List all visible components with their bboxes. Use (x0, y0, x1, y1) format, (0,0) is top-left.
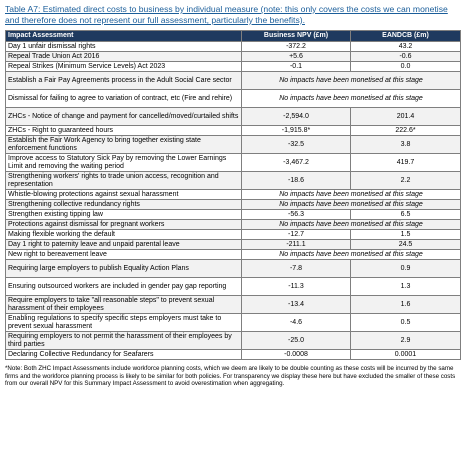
table-row (6, 136, 461, 154)
table-header-row (6, 31, 461, 42)
measure-name: ZHCs - Notice of change and payment for cancelled/moved/curtailed shifts (6, 108, 242, 126)
table-row (6, 240, 461, 250)
eandcb-value: 0.0001 (351, 350, 461, 360)
business-npv-value: -4.6 (242, 314, 351, 332)
table-row (6, 314, 461, 332)
eandcb-value: 201.4 (351, 108, 461, 126)
measure-name: Repeal Strikes (Minimum Service Levels) Act 2023 (6, 62, 242, 72)
measure-name: Day 1 right to paternity leave and unpaid parental leave (6, 240, 242, 250)
table-row (6, 250, 461, 260)
eandcb-value: 0.0 (351, 62, 461, 72)
impact-table (5, 30, 461, 360)
eandcb-value: 2.2 (351, 172, 461, 190)
business-npv-value: -11.3 (242, 278, 351, 296)
table-row (6, 108, 461, 126)
header-impact-assessment: Impact Assessment (6, 31, 242, 42)
measure-name: Day 1 unfair dismissal rights (6, 42, 242, 52)
no-impact-note: No impacts have been monetised at this stage (242, 190, 461, 200)
business-npv-value: -0.0008 (242, 350, 351, 360)
table-row (6, 72, 461, 90)
measure-name: New right to bereavement leave (6, 250, 242, 260)
measure-name: Declaring Collective Redundancy for Seafarers (6, 350, 242, 360)
table-row (6, 296, 461, 314)
eandcb-value: 1.6 (351, 296, 461, 314)
table-row (6, 332, 461, 350)
footnote: *Note: Both ZHC Impact Assessments include workforce planning costs, which we deem are likely to be double counting as these costs will be incurred by the same firms and the workforce planning process is likely to be similar for both policies. For transparency we display these here but have excluded the smaller of these costs from our overall NPV for this Summary Impact Assessment to avoid overestimation when aggregating. (5, 365, 456, 388)
measure-name: Strengthening collective redundancy rights (6, 200, 242, 210)
measure-name: Dismissal for failing to agree to variation of contract, etc (Fire and rehire) (6, 90, 242, 108)
table-body (6, 42, 461, 360)
measure-name: Strengthening workers' rights to trade union access, recognition and representation (6, 172, 242, 190)
measure-name: Protections against dismissal for pregnant workers (6, 220, 242, 230)
business-npv-value: -32.5 (242, 136, 351, 154)
business-npv-value: -1,915.8* (242, 126, 351, 136)
measure-name: Improve access to Statutory Sick Pay by removing the Lower Earnings Limit and removing the waiting period (6, 154, 242, 172)
eandcb-value: 6.5 (351, 210, 461, 220)
measure-name: Requiring large employers to publish Equality Action Plans (6, 260, 242, 278)
business-npv-value: -7.8 (242, 260, 351, 278)
table-row (6, 190, 461, 200)
business-npv-value: -12.7 (242, 230, 351, 240)
measure-name: Ensuring outsourced workers are included in gender pay gap reporting (6, 278, 242, 296)
eandcb-value: 43.2 (351, 42, 461, 52)
measure-name: Require employers to take "all reasonable steps" to prevent sexual harassment of their employees (6, 296, 242, 314)
business-npv-value: -25.0 (242, 332, 351, 350)
eandcb-value: -0.6 (351, 52, 461, 62)
header-eandcb: EANDCB (£m) (351, 31, 461, 42)
table-row (6, 90, 461, 108)
measure-name: Making flexible working the default (6, 230, 242, 240)
table-row (6, 200, 461, 210)
table-row (6, 210, 461, 220)
measure-name: Requiring employers to not permit the harassment of their employees by third parties (6, 332, 242, 350)
business-npv-value: -2,594.0 (242, 108, 351, 126)
measure-name: Enabling regulations to specify specific steps employers must take to prevent sexual harassment (6, 314, 242, 332)
eandcb-value: 0.9 (351, 260, 461, 278)
eandcb-value: 1.5 (351, 230, 461, 240)
eandcb-value: 222.6* (351, 126, 461, 136)
eandcb-value: 3.8 (351, 136, 461, 154)
table-caption: Table A7: Estimated direct costs to business by individual measure (note: this only covers the costs we can monetise and therefore does not represent our full assessment, particularly the benefits). (5, 4, 448, 25)
business-npv-value: -372.2 (242, 42, 351, 52)
business-npv-value: -0.1 (242, 62, 351, 72)
business-npv-value: -18.6 (242, 172, 351, 190)
measure-name: Strengthen existing tipping law (6, 210, 242, 220)
no-impact-note: No impacts have been monetised at this stage (242, 200, 461, 210)
table-row (6, 278, 461, 296)
table-row (6, 172, 461, 190)
no-impact-note: No impacts have been monetised at this stage (242, 72, 461, 90)
no-impact-note: No impacts have been monetised at this stage (242, 250, 461, 260)
business-npv-value: -56.3 (242, 210, 351, 220)
eandcb-value: 2.9 (351, 332, 461, 350)
eandcb-value: 419.7 (351, 154, 461, 172)
business-npv-value: -3,467.2 (242, 154, 351, 172)
business-npv-value: -13.4 (242, 296, 351, 314)
measure-name: Whistle-blowing protections against sexual harassment (6, 190, 242, 200)
table-row (6, 126, 461, 136)
table-row (6, 62, 461, 72)
no-impact-note: No impacts have been monetised at this stage (242, 90, 461, 108)
eandcb-value: 0.5 (351, 314, 461, 332)
business-npv-value: -211.1 (242, 240, 351, 250)
table-row (6, 350, 461, 360)
measure-name: Establish the Fair Work Agency to bring together existing state enforcement functions (6, 136, 242, 154)
no-impact-note: No impacts have been monetised at this stage (242, 220, 461, 230)
header-business-npv: Business NPV (£m) (242, 31, 351, 42)
eandcb-value: 1.3 (351, 278, 461, 296)
table-row (6, 52, 461, 62)
table-row (6, 42, 461, 52)
table-row (6, 260, 461, 278)
eandcb-value: 24.5 (351, 240, 461, 250)
business-npv-value: +5.6 (242, 52, 351, 62)
measure-name: ZHCs - Right to guaranteed hours (6, 126, 242, 136)
table-row (6, 220, 461, 230)
table-row (6, 154, 461, 172)
measure-name: Repeal Trade Union Act 2016 (6, 52, 242, 62)
table-row (6, 230, 461, 240)
measure-name: Establish a Fair Pay Agreements process in the Adult Social Care sector (6, 72, 242, 90)
